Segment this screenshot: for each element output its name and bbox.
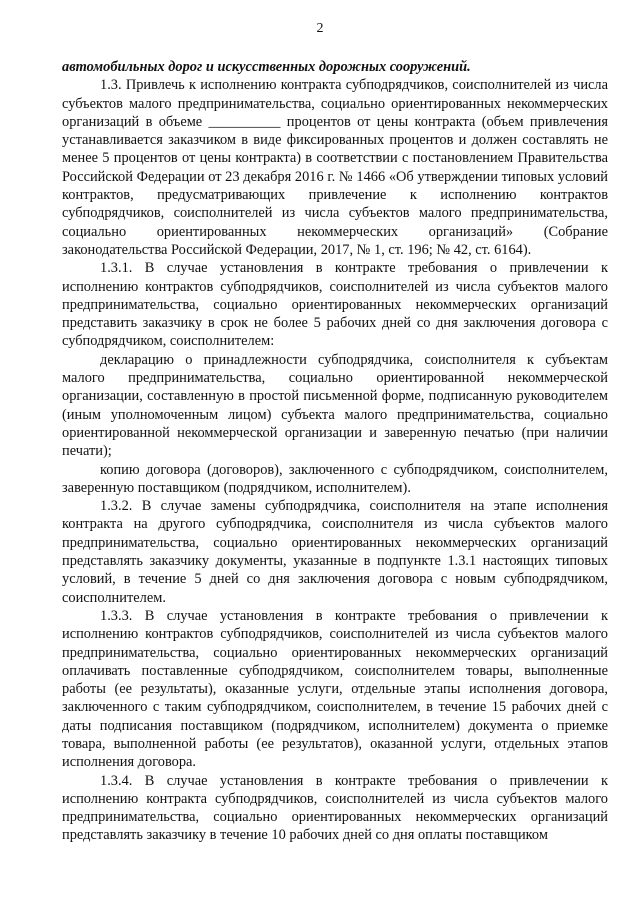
- document-body: [62, 58, 608, 845]
- paragraph-contract-copy: копию договора (договоров), заключенного с субподрядчиком, соисполнителем, заверенную поставщиком (подрядчиком, исполнителем).: [62, 461, 608, 496]
- paragraph-1-3-1: 1.3.1. В случае установления в контракте требования о привлечении к исполнению контрактов субподрядчиков, соисполнителей из числа субъектов малого предпринимательства, социально ориентированных некоммерческих организаций представить заказчику в срок не более 5 рабочих дней со дня заключения договора с субподрядчиком, соисполнителем:: [62, 260, 608, 350]
- page-number: 2: [316, 21, 324, 36]
- paragraph-1-3-4: 1.3.4. В случае установления в контракте требования о привлечении к исполнению контракта субподрядчиков, соисполнителей из числа субъектов малого предпринимательства, социально ориентированных некоммерческих организаций представлять заказчику в течение 10 рабочих дней со дня оплаты поставщиком: [62, 772, 608, 844]
- continued-paragraph: автомобильных дорог и искусственных дорожных сооружений.: [62, 59, 471, 75]
- paragraph-1-3-2: 1.3.2. В случае замены субподрядчика, соисполнителя на этапе исполнения контракта на другого субподрядчика, соисполнителя из числа субъектов малого предпринимательства, социально ориентированных некоммерческих организаций представлять заказчику документы, указанные в подпункте 1.3.1 настоящих типовых условий, в течение 5 дней со дня заключения договора с новым субподрядчиком, соисполнителем.: [62, 498, 608, 606]
- paragraph-declaration: декларацию о принадлежности субподрядчика, соисполнителя к субъектам малого предпринимательства, социально ориентированной некоммерческой организации, составленную в простой письменной форме, подписанную руководителем (иным уполномоченным лицом) субъекта малого предпринимательства, социально ориентированной некоммерческой организации и заверенную печатью (при наличии печати);: [62, 351, 608, 460]
- paragraph-1-3-3: 1.3.3. В случае установления в контракте требования о привлечении к исполнению контрактов субподрядчиков, соисполнителей из числа субъектов малого предпринимательства, социально ориентированных некоммерческих организаций оплачивать поставленные субподрядчиком, соисполнителем товары, выполненные работы (ее результаты), оказанные услуги, отдельные этапы исполнения договора, заключенного с таким субподрядчиком, соисполнителем, в течение 15 рабочих дней с даты подписания поставщиком (подрядчиком, исполнителем) документа о приемке товара, выполненной работы (ее результатов), оказанной услуги, отдельных этапов исполнения договора.: [62, 607, 608, 771]
- paragraph-1-3: 1.3. Привлечь к исполнению контракта субподрядчиков, соисполнителей из числа субъектов малого предпринимательства, социально ориентированных некоммерческих организаций в объеме __________ процентов от цены контракта (объем привлечения устанавливается заказчиком в виде фиксированных процентов и должен составлять не менее 5 процентов от цены контракта) в соответствии с постановлением Правительства Российской Федерации от 23 декабря 2016 г. № 1466 «Об утверждении типовых условий контрактов, предусматривающих привлечение к исполнению контрактов субподрядчиков, соисполнителей из числа субъектов малого предпринимательства, социально ориентированных некоммерческих организаций» (Собрание законодательства Российской Федерации, 2017, № 1, ст. 196; № 42, ст. 6164).: [62, 77, 608, 258]
